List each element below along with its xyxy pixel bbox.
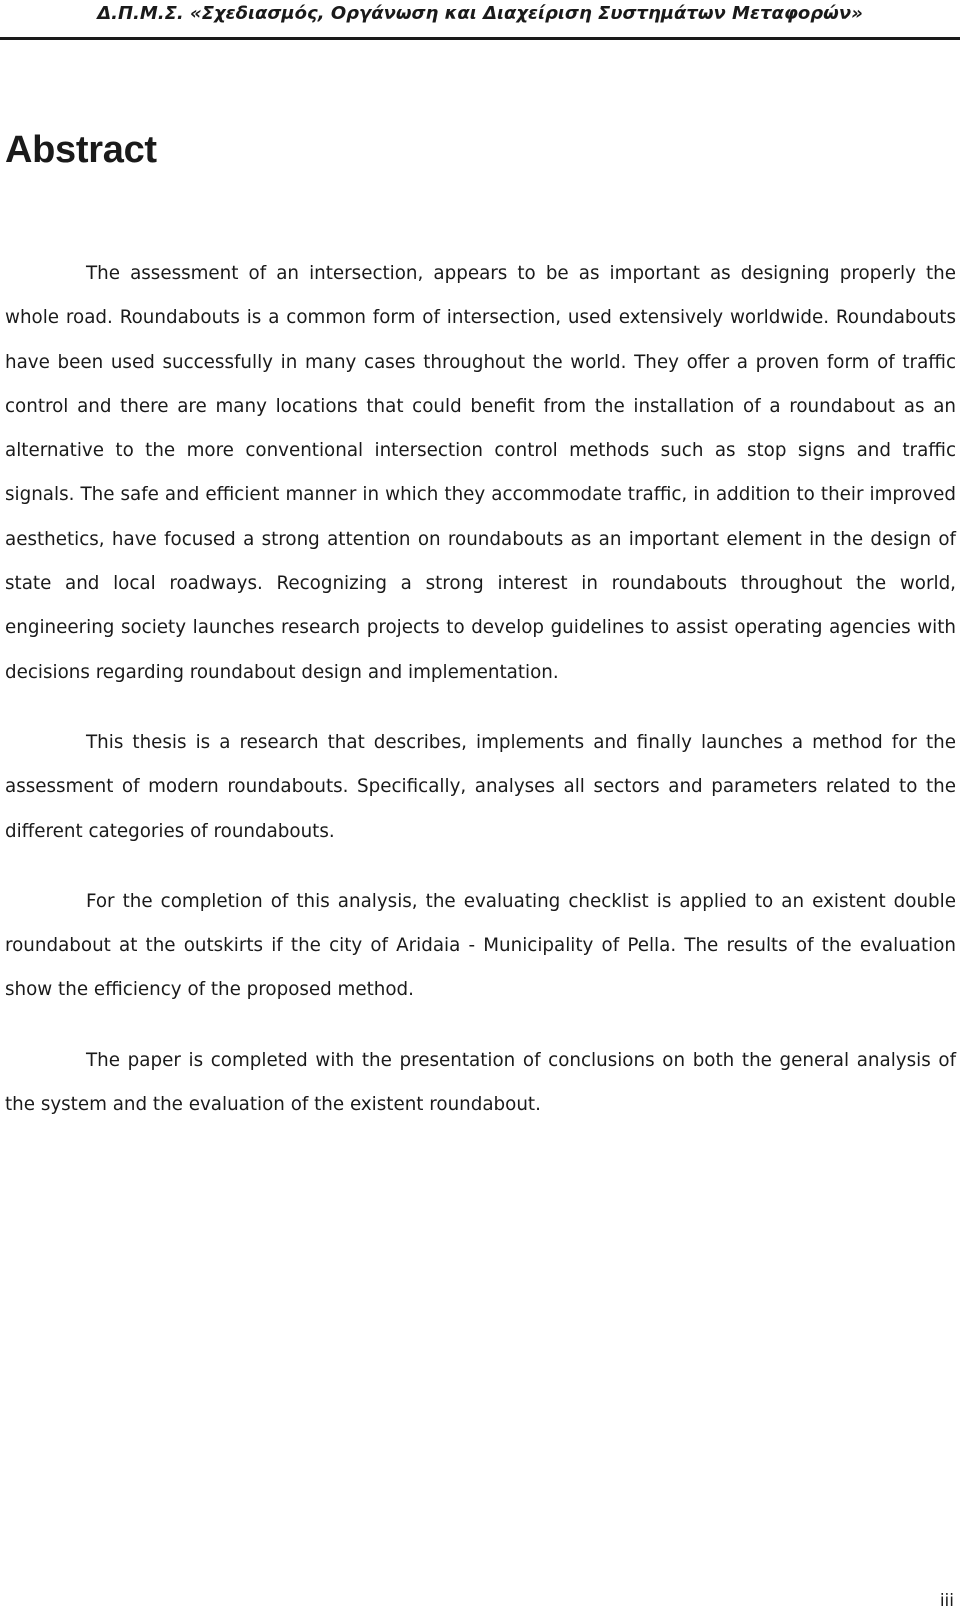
abstract-paragraph-3: For the completion of this analysis, the evaluating checklist is applied to an existent double roundabout at the outskirts if the city of Aridaia - Municipality of Pella. The results of the evaluation show the efficiency of the proposed method. [5,890,956,1001]
running-header [0,0,960,40]
page-title: Abstract [5,129,157,171]
abstract-paragraph-4: The paper is completed with the presentation of conclusions on both the general analysis of the system and the evaluation of the existent roundabout. [5,1049,956,1116]
abstract-paragraph-2: This thesis is a research that describes, implements and finally launches a method for the assessment of modern roundabouts. Specifically, analyses all sectors and parameters related to the different categories of roundabouts. [5,731,956,842]
running-header-title: Δ.Π.Μ.Σ. «Σχεδιασμός, Οργάνωση και Διαχείριση Συστημάτων Μεταφορών» [97,3,863,24]
abstract-body [5,252,956,1127]
abstract-paragraph-1: The assessment of an intersection, appears to be as important as designing properly the whole road. Roundabouts is a common form of intersection, used extensively worldwide. Roundabouts have been used successfully in many cases throughout the world. They offer a proven form of traffic control and there are many locations that could benefit from the installation of a roundabout as an alternative to the more conventional intersection control methods such as stop signs and traffic signals. The safe and efficient manner in which they accommodate traffic, in addition to their improved aesthetics, have focused a strong attention on roundabouts as an important element in the design of state and local roadways. Recognizing a strong interest in roundabouts throughout the world, engineering society launches research projects to develop guidelines to assist operating agencies with decisions regarding roundabout design and implementation. [5,263,956,683]
page-number: iii [939,1591,954,1611]
